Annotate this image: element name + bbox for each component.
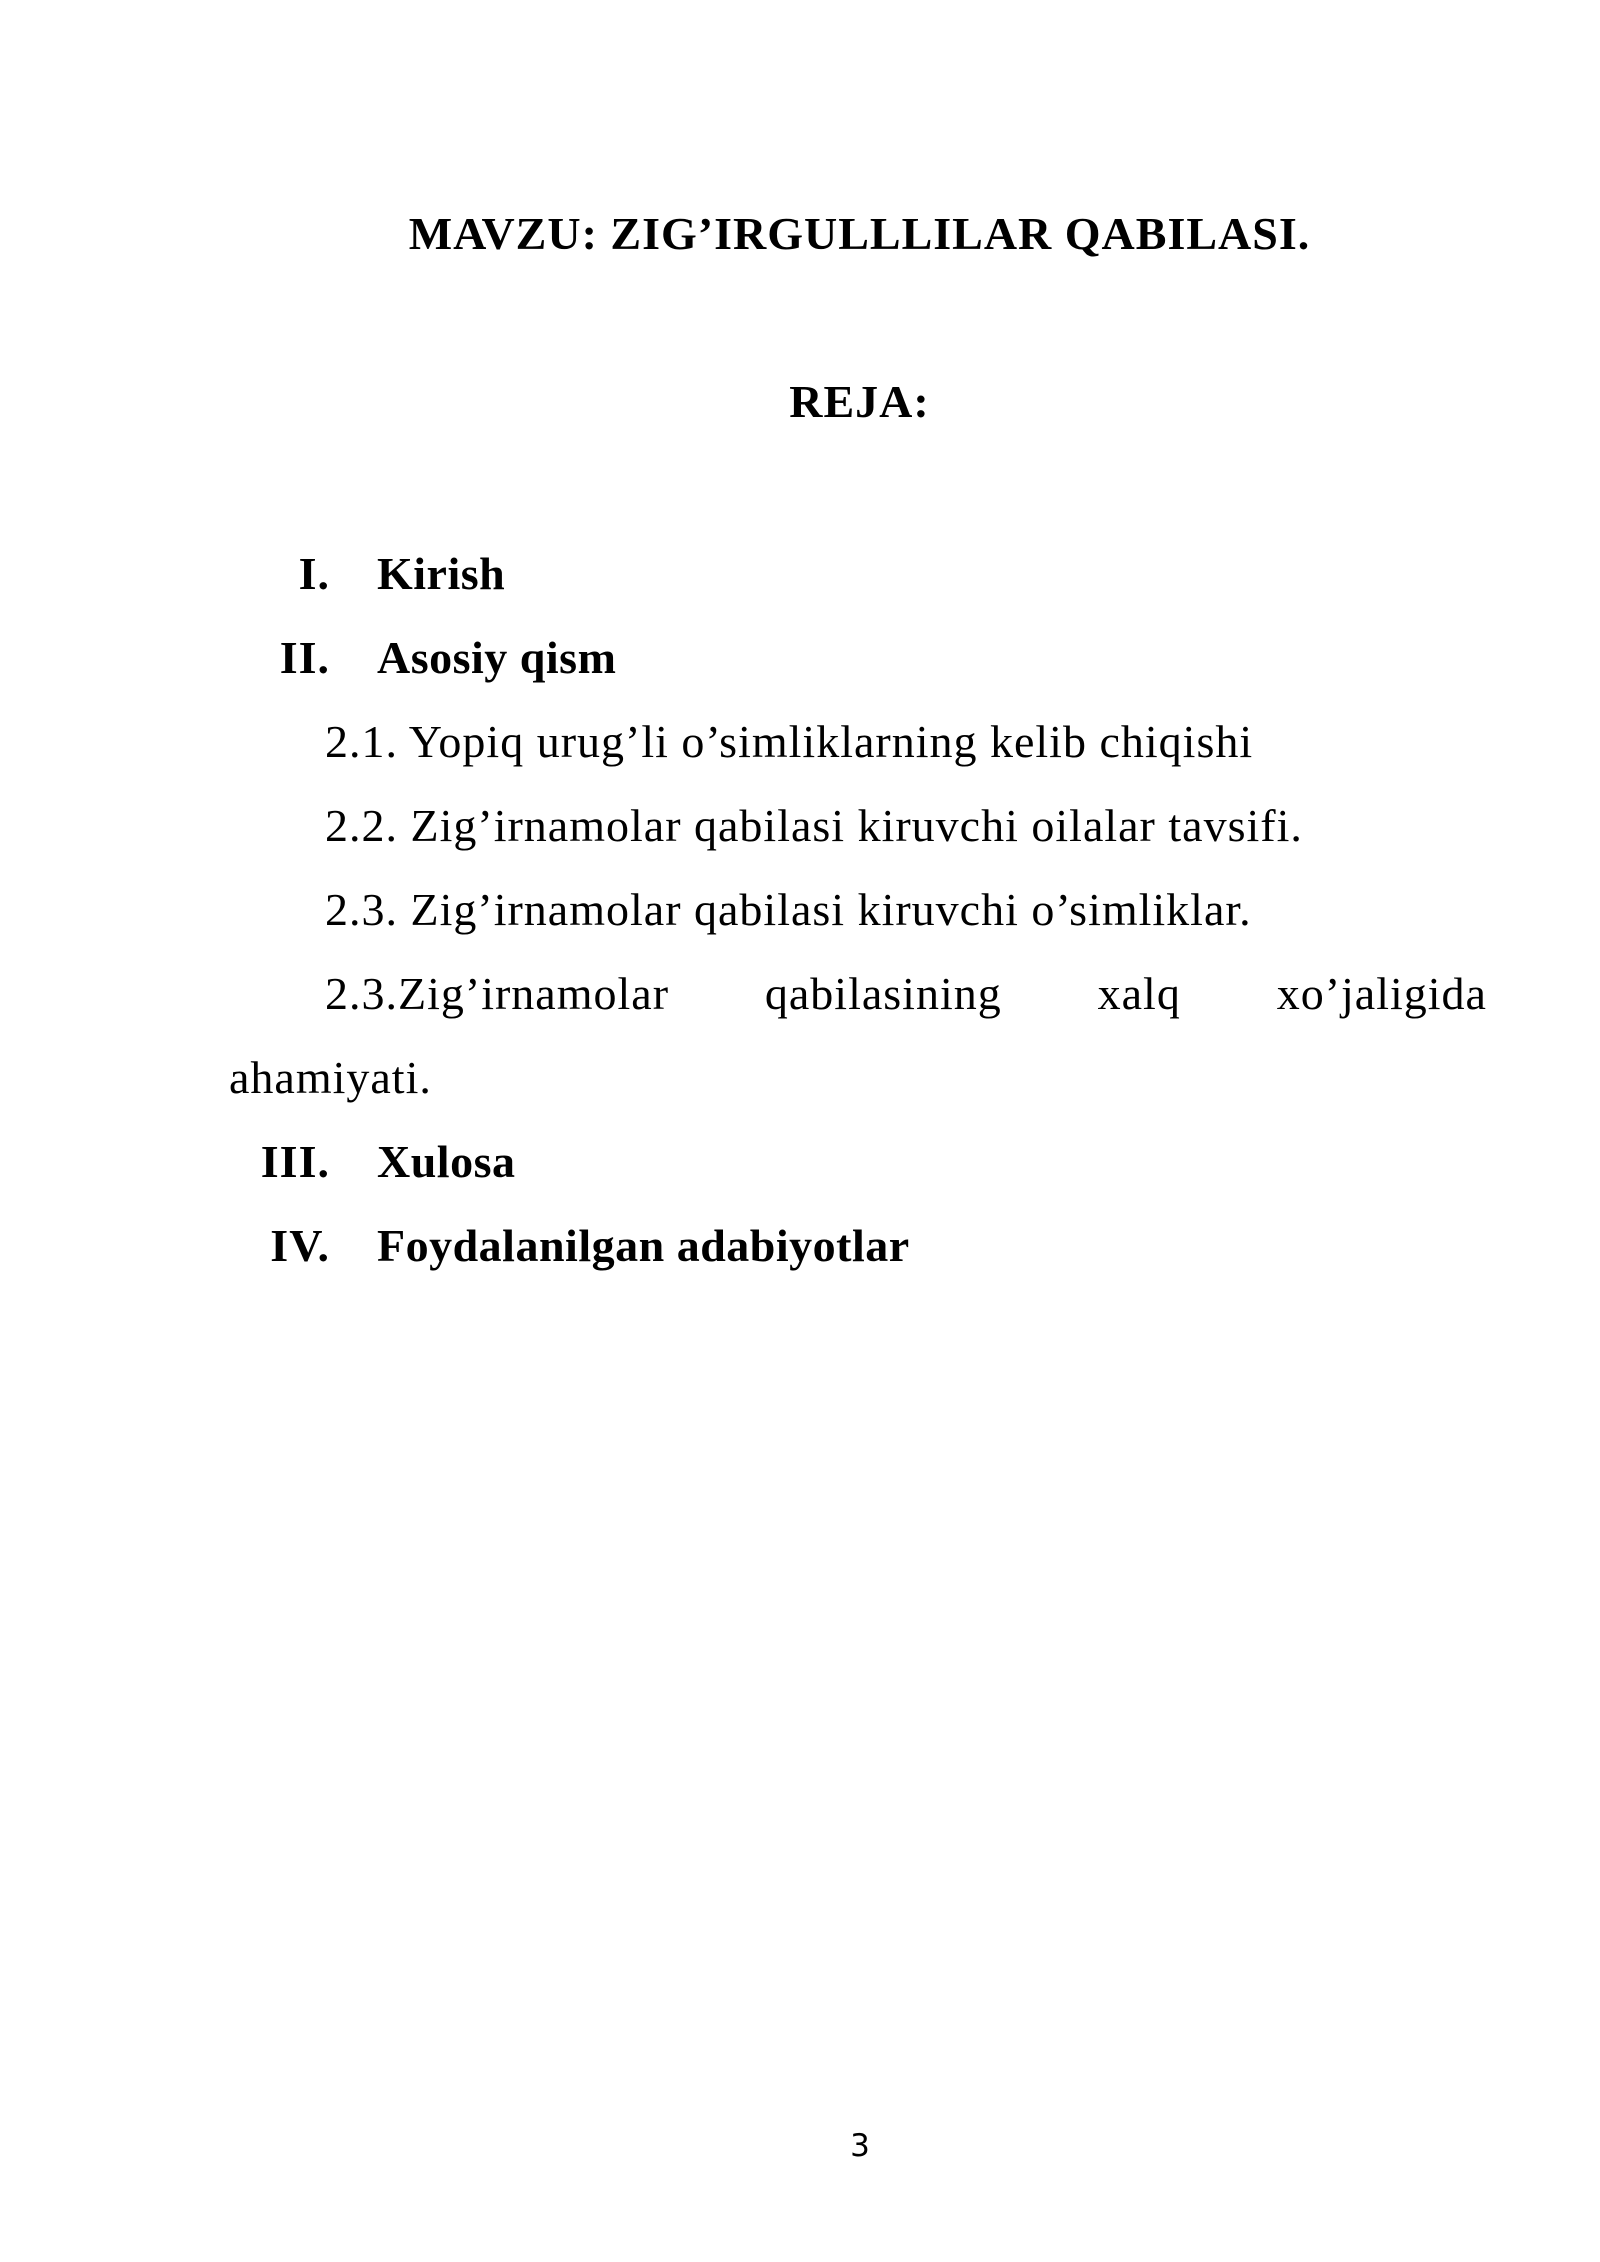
page-number: 3 — [850, 2128, 870, 2164]
section-numeral: II. — [279, 632, 330, 683]
section-label: Asosiy qism — [377, 632, 617, 683]
subsection-2-2: 2.2. Zig’irnamolar qabilasi kiruvchi oilalar tavsifi. — [325, 800, 1303, 851]
section-numeral: IV. — [270, 1220, 330, 1271]
section-label: Kirish — [377, 548, 506, 599]
word: xalq — [1097, 968, 1181, 1019]
document-title: MAVZU: ZIG’IRGULLLILAR QABILASI. — [408, 208, 1311, 259]
word: qabilasining — [764, 968, 1002, 1019]
plan-item-asosiy-qism — [0, 628, 1600, 688]
word: 2.3.Zig’irnamolar — [325, 968, 670, 1019]
subsection-2-3b-line — [325, 964, 1487, 1024]
plan-item-xulosa — [0, 1132, 1600, 1192]
plan-heading: REJA: — [789, 376, 930, 427]
plan-item-kirish — [0, 544, 1600, 604]
subsection-2-1: 2.1. Yopiq urug’li o’simliklarning kelib chiqishi — [325, 716, 1254, 767]
plan-item-foydalanilgan-adabiyotlar — [0, 1216, 1600, 1276]
subsection-2-3: 2.3. Zig’irnamolar qabilasi kiruvchi o’simliklar. — [325, 884, 1252, 935]
section-numeral: III. — [260, 1136, 330, 1187]
section-label: Foydalanilgan adabiyotlar — [377, 1220, 910, 1271]
word: xo’jaligida — [1276, 968, 1487, 1019]
section-label: Xulosa — [377, 1136, 516, 1187]
subsection-2-3b-continuation: ahamiyati. — [229, 1052, 432, 1103]
section-numeral: I. — [298, 548, 330, 599]
